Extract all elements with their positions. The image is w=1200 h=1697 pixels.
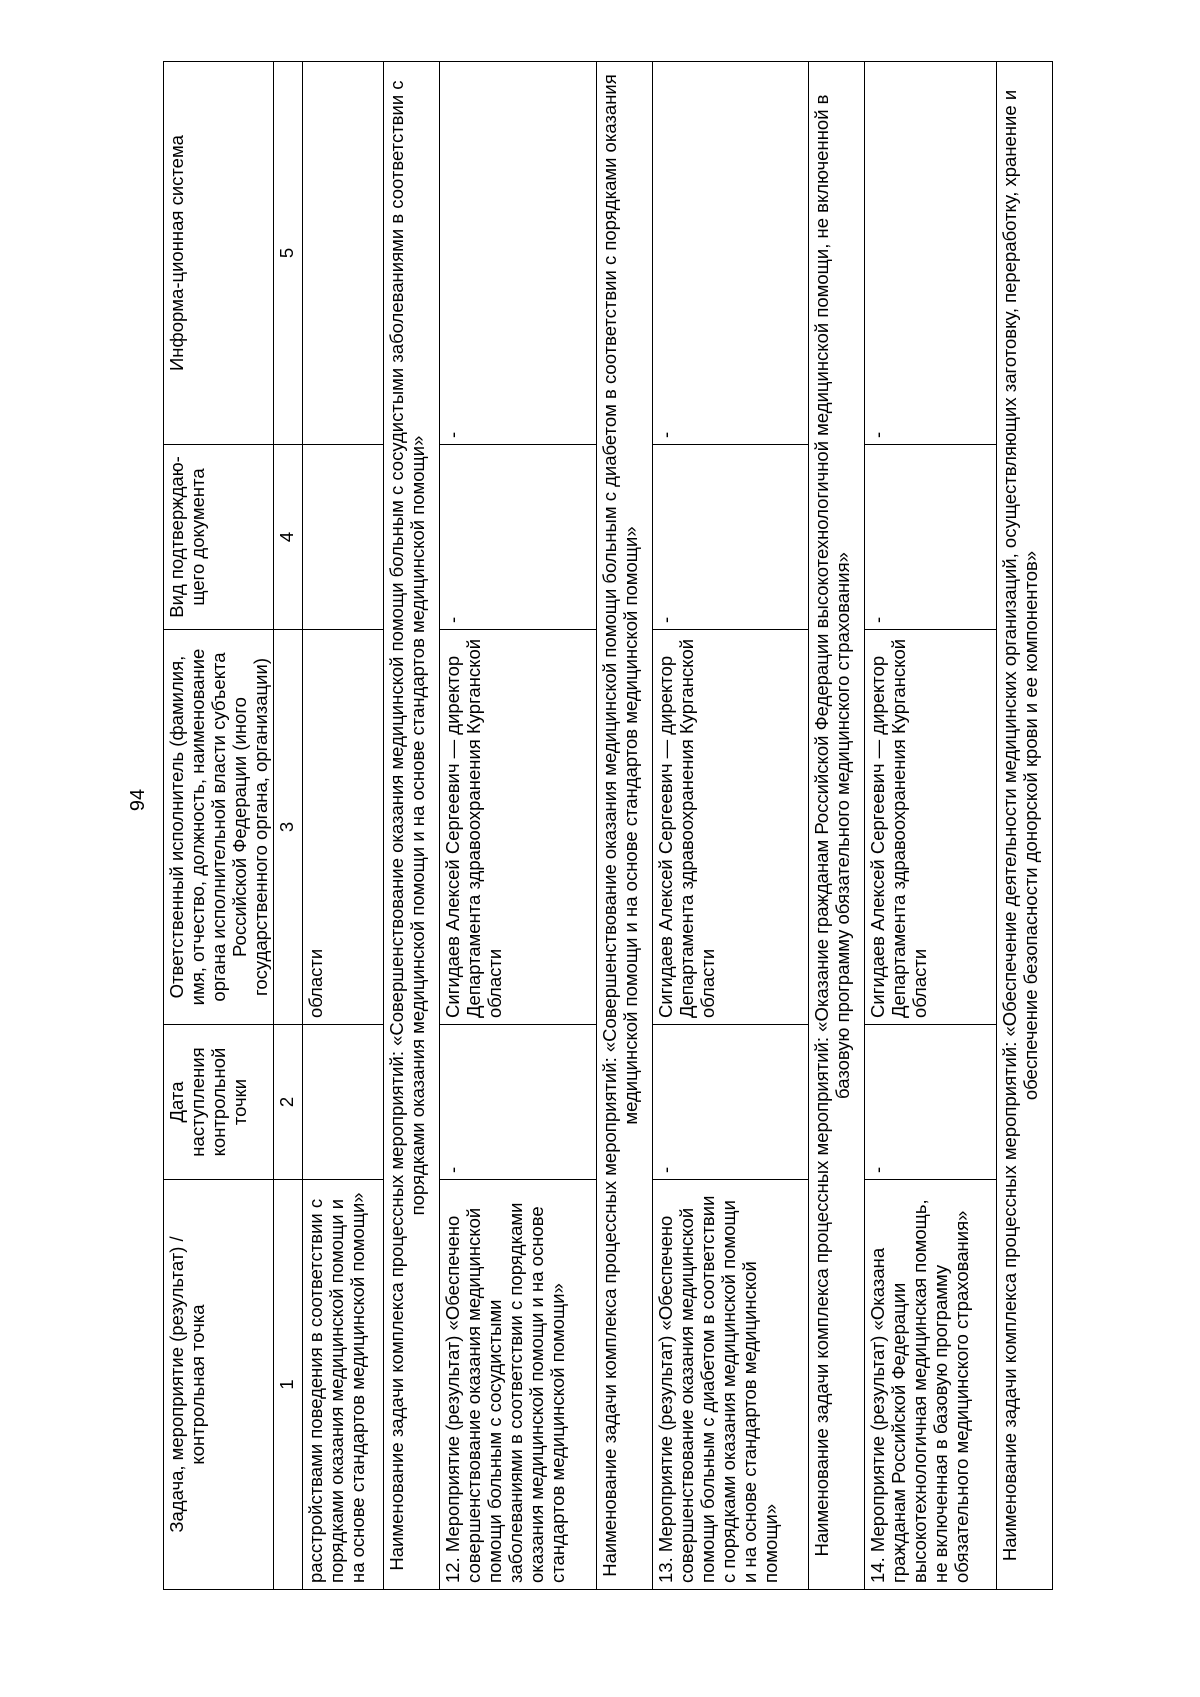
control-points-table <box>163 61 1053 1590</box>
table-row <box>865 62 996 1590</box>
col-number: 4 <box>274 445 303 630</box>
rotated-table-wrapper <box>163 62 1053 1590</box>
column-number-row <box>274 62 303 1590</box>
task-cell: 12. Мероприятие (результат) «Обеспечено совершенствование оказания медицинской помощи больным с сосудистыми заболеваниями в соответствии с порядками оказания медицинской помощи и на основе стандартов медицинской помощи» <box>440 1180 596 1590</box>
section-heading: Наименование задачи комплекса процессных мероприятий: «Обеспечение деятельности медицинских организаций, осуществляющих заготовку, переработку, хранение и обеспечение безопасности донорской крови и ее компонентов» <box>996 62 1052 1590</box>
col-number: 3 <box>274 630 303 1025</box>
executor-cell: Сигидаев Алексей Сергеевич — директор Департамента здравоохранения Курганской области <box>440 630 596 1025</box>
section-heading-row <box>596 62 652 1590</box>
header-executor: Ответственный исполнитель (фамилия, имя, отчество, должность, наименование органа исполнительной власти субъекта Российской Федерации (иного государственного органа, организации) <box>164 630 274 1025</box>
executor-cell: Сигидаев Алексей Сергеевич — директор Департамента здравоохранения Курганской области <box>865 630 996 1025</box>
task-cell: 14. Мероприятие (результат) «Оказана гражданам Российской Федерации высокотехнологичная медицинская помощь, не включенная в базовую программу обязательного медицинского страхования» <box>865 1180 996 1590</box>
col-number: 2 <box>274 1025 303 1180</box>
executor-cell: Сигидаев Алексей Сергеевич — директор Департамента здравоохранения Курганской области <box>652 630 808 1025</box>
document-cell <box>303 445 384 630</box>
section-heading-row <box>996 62 1052 1590</box>
task-cell: 13. Мероприятие (результат) «Обеспечено совершенствование оказания медицинской помощи больным с диабетом в соответствии с порядками оказания медицинской помощи и на основе стандартов медицинской помощи» <box>652 1180 808 1590</box>
table-row <box>440 62 596 1590</box>
section-heading-row <box>384 62 440 1590</box>
table-row <box>652 62 808 1590</box>
section-heading-row <box>809 62 865 1590</box>
header-task: Задача, мероприятие (результат) / контрольная точка <box>164 1180 274 1590</box>
table-header-row <box>164 62 274 1590</box>
section-heading: Наименование задачи комплекса процессных мероприятий: «Совершенствование оказания медицинской помощи больным с сосудистыми заболеваниями в соответствии с порядками оказания медицинской помощи и на основе стандартов медицинской помощи» <box>384 62 440 1590</box>
col-number: 5 <box>274 62 303 445</box>
system-cell <box>303 62 384 445</box>
system-cell: - <box>652 62 808 445</box>
header-system: Информа-ционная система <box>164 62 274 445</box>
document-cell: - <box>652 445 808 630</box>
document-cell: - <box>865 445 996 630</box>
section-heading: Наименование задачи комплекса процессных мероприятий: «Совершенствование оказания медицинской помощи больным с диабетом в соответствии с порядками оказания медицинской помощи и на основе стандартов медицинской помощи» <box>596 62 652 1590</box>
system-cell: - <box>440 62 596 445</box>
header-document: Вид подтверждаю-щего документа <box>164 445 274 630</box>
date-cell: - <box>865 1025 996 1180</box>
date-cell: - <box>440 1025 596 1180</box>
date-cell: - <box>652 1025 808 1180</box>
section-heading: Наименование задачи комплекса процессных мероприятий: «Оказание гражданам Российской Федерации высокотехнологичной медицинской помощи, не включенной в базовую программу обязательного медицинского страхования» <box>809 62 865 1590</box>
date-cell <box>303 1025 384 1180</box>
page-number: 94 <box>127 788 149 812</box>
header-date: Дата наступления контрольной точки <box>164 1025 274 1180</box>
task-cell: расстройствами поведения в соответствии с порядками оказания медицинской помощи и на основе стандартов медицинской помощи» <box>303 1180 384 1590</box>
col-number: 1 <box>274 1180 303 1590</box>
table-row <box>303 62 384 1590</box>
executor-cell: области <box>303 630 384 1025</box>
system-cell: - <box>865 62 996 445</box>
document-cell: - <box>440 445 596 630</box>
